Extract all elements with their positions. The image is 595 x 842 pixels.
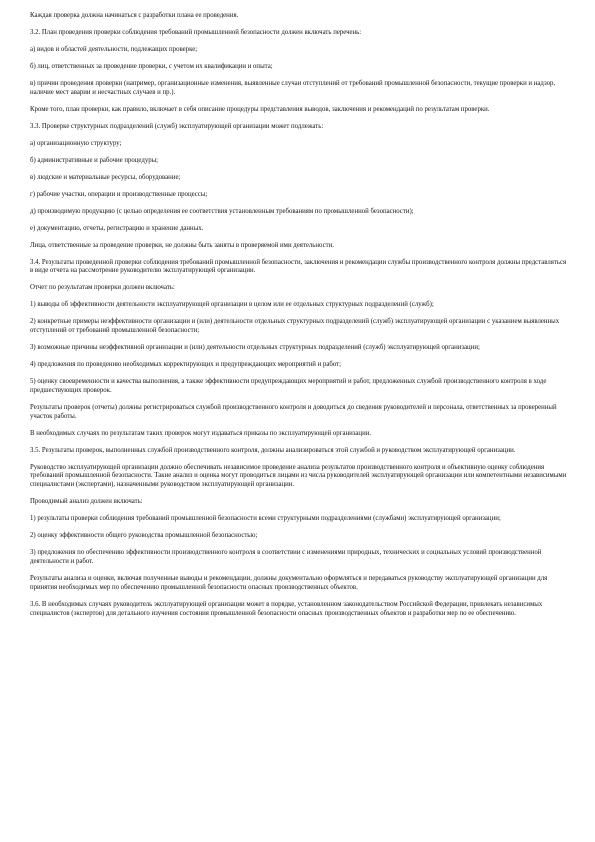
paragraph-19: 3) возможные причины неэффективной организации и (или) деятельности отдельных структурных подразделений (служб) эксплуатирующей организации; — [30, 344, 480, 352]
paragraph-3: а) видов и областей деятельности, подлежащих проверке; — [30, 45, 198, 53]
paragraph-25: Руководство эксплуатирующей организации должно обеспечивать независимое проведение анализа результатов производственного контроля и объективную оценку соблюдения требований промышленной безопасности. Такие анализ и оценка могут проводиться лицами из числа руководителей эксплуатирующей организации или компетентными независимыми специалистами (экспертами), назначенными руководством эксплуатирующей организации. — [30, 463, 567, 489]
paragraph-6: Кроме того, план проверки, как правило, включает в себя описание процедуры представления выводов, заключения и рекомендаций по результатам проверки. — [30, 105, 490, 113]
paragraph-18: 2) конкретные примеры неэффективности организации и (или) деятельности отдельных структурных подразделений (служб) эксплуатирующей организации с указанием выявленных отступлений от требований промышленной безопасности; — [30, 318, 560, 335]
paragraph-28: 2) оценку эффективности общего руководства промышленной безопасностью; — [30, 532, 258, 540]
paragraph-12: д) производимую продукцию (с целью определения ее соответствия установленным требованиям по промышленной безопасности); — [30, 207, 414, 215]
paragraph-11: г) рабочие участки, операции и производственные процессы; — [30, 190, 208, 198]
paragraph-7: 3.3. Проверке структурных подразделений (служб) эксплуатирующей организации может подлежать: — [30, 122, 324, 130]
paragraph-1: Каждая проверка должна начинаться с разработки плана ее проведения. — [30, 12, 239, 19]
paragraph-20: 4) предложения по проведению необходимых корректирующих и предупреждающих мероприятий и работ; — [30, 361, 341, 369]
paragraph-24: 3.5. Результаты проверок, выполненных службой производственного контроля, должны анализироваться этой службой и руководством эксплуатирующей организации. — [30, 446, 516, 454]
paragraph-30: Результаты анализа и оценки, включая полученные выводы и рекомендации, должны документально оформляться и передаваться руководству эксплуатирующей организации для принятия необходимых мер по обеспечению промышленной безопасности опасных производственных объектов. — [30, 574, 548, 591]
paragraph-5: в) причин проведения проверки (например, организационные изменения, выявленные случаи отступлений от требований промышленной безопасности, текущие проверки и надзор, наличие мест аварии и несчастных случаев и пр.). — [30, 79, 556, 96]
paragraph-31: 3.6. В необходимых случаях руководитель эксплуатирующей организации может в порядке, установленном законодательством Российской Федерации, привлекать независимых специалистов (экспертов) для детального изучения состояния промышленной безопасности опасных производственных объектов и разработки мер по ее обеспечению. — [30, 600, 543, 617]
paragraph-9: б) административные и рабочие процедуры; — [30, 156, 159, 164]
paragraph-8: а) организационную структуру; — [30, 139, 122, 147]
paragraph-26: Проводимый анализ должен включать: — [30, 498, 143, 506]
paragraph-2: 3.2. План проведения проверки соблюдения требований промышленной безопасности должен включать перечень: — [30, 28, 362, 36]
paragraph-16: Отчет по результатам проверки должен включать: — [30, 284, 175, 292]
document-body — [30, 12, 570, 626]
paragraph-13: е) документацию, отчеты, регистрацию и хранение данных. — [30, 224, 204, 232]
paragraph-17: 1) выводы об эффективности деятельности эксплуатирующей организации в целом или ее отдельных структурных подразделений (служб); — [30, 301, 434, 309]
paragraph-4: б) лиц, ответственных за проведение проверки, с учетом их квалификации и опыта; — [30, 62, 273, 70]
paragraph-21: 5) оценку своевременности и качества выполнения, а также эффективности предупреждающих мероприятий и работ, предложенных службой производственного контроля в ходе предшествующих проверок. — [30, 378, 547, 394]
paragraph-29: 3) предложения по обеспечению эффективности производственного контроля в соответствии с изменениями природных, технических и социальных условий производственной деятельности и работ. — [30, 549, 542, 565]
paragraph-15: 3.4. Результаты проведенной проверки соблюдения требований промышленной безопасности, заключения и рекомендации службы производственного контроля должны представляться в виде отчета на рассмотрение руководителю эксплуатирующей организации. — [30, 258, 567, 275]
paragraph-23: В необходимых случаях по результатам таких проверок могут издаваться приказы по эксплуатирующей организации. — [30, 429, 372, 437]
paragraph-27: 1) результаты проверки соблюдения требований промышленной безопасности всеми структурными подразделениями (службами) эксплуатирующей организации; — [30, 515, 501, 523]
paragraph-14: Лица, ответственные за проведение проверки, не должны быть заняты в проверяемой ими деятельности. — [30, 241, 334, 249]
paragraph-22: Результаты проверок (отчеты) должны регистрироваться службой производственного контроля и доводиться до сведения руководителей и персонала, ответственных за проверенный участок работы. — [30, 403, 557, 420]
paragraph-10: в) людские и материальные ресурсы, оборудование; — [30, 173, 181, 181]
